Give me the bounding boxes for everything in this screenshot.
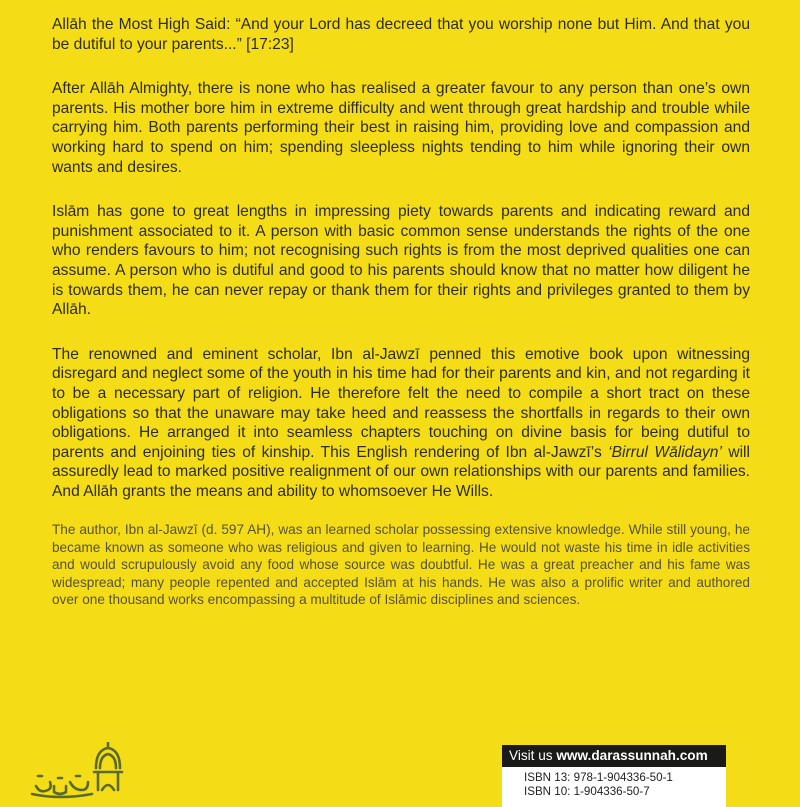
author-bio-paragraph: The author, Ibn al-Jawzī (d. 597 AH), was an learned scholar possessing extensive knowledge. While still young, he became known as someone who was religious and given to learning. He would not waste his time in idle activities and would scrupulously avoid any food whose source was doubtful. He was a great preacher and his fame was widespread; many people repented and accepted Islām at his hands. He was also a prolific writer and authored over one thousand works encompassing a multitude of Islāmic disciplines and sciences. xyxy=(52,522,750,608)
isbn-13: ISBN 13: 978-1-904336-50-1 xyxy=(524,771,673,784)
back-cover-text xyxy=(52,15,750,609)
quran-quote-paragraph: Allāh the Most High Said: “And your Lord has decreed that you worship none but Him. And that you be dutiful to your parents...” [17:23] xyxy=(52,16,750,53)
book-description-text: The renowned and eminent scholar, Ibn al-Jawzī penned this emotive book upon witnessing disregard and neglect some of the youth in his time had for their parents and kin, and not regarding it to be a necessary part of religion. He therefore felt the need to compile a short tract on these obligations so that the unaware may take heed and reassess the shortfalls in regards to their own obligations. He arranged it into seamless chapters touching on divine basis for being dutiful to parents and enjoining ties of kinship. This English rendering of Ibn al-Jawzī’s xyxy=(52,345,750,461)
parents-favour-paragraph: After Allāh Almighty, there is none who has realised a greater favour to any person than one’s own parents. His mother bore him in extreme difficulty and went through great hardship and trouble while carrying him. Both parents performing their best in raising him, providing love and compassion and working hard to spend on him; spending sleepless nights tending to him while ignoring their own wants and desires. xyxy=(52,80,750,176)
website-url: www.darassunnah.com xyxy=(556,748,708,763)
dar-as-sunnah-logo-icon xyxy=(30,742,130,800)
isbn-box xyxy=(502,767,726,807)
islam-piety-paragraph: Islām has gone to great lengths in impressing piety towards parents and indicating reward and punishment associated to it. A person with basic common sense understands the rights of the one who renders favours to him; not recognising such rights is from the most deprived qualities one can assume. A person who is dutiful and good to his parents should know that no matter how diligent he is towards them, he can never repay or thank them for their rights and privileges granted to them by Allāh. xyxy=(52,203,750,319)
visit-label: Visit us xyxy=(509,748,557,763)
website-banner xyxy=(502,745,726,767)
isbn-10: ISBN 10: 1-904336-50-7 xyxy=(524,785,650,798)
book-description-paragraph xyxy=(52,345,750,502)
book-description-text-end: will assuredly lead to marked positive realignment of our own relationships with our parents and families. And Allāh grants the means and ability to whomsoever He Wills. xyxy=(52,443,750,500)
book-title: ‘Birrul Wālidayn’ xyxy=(608,443,722,461)
